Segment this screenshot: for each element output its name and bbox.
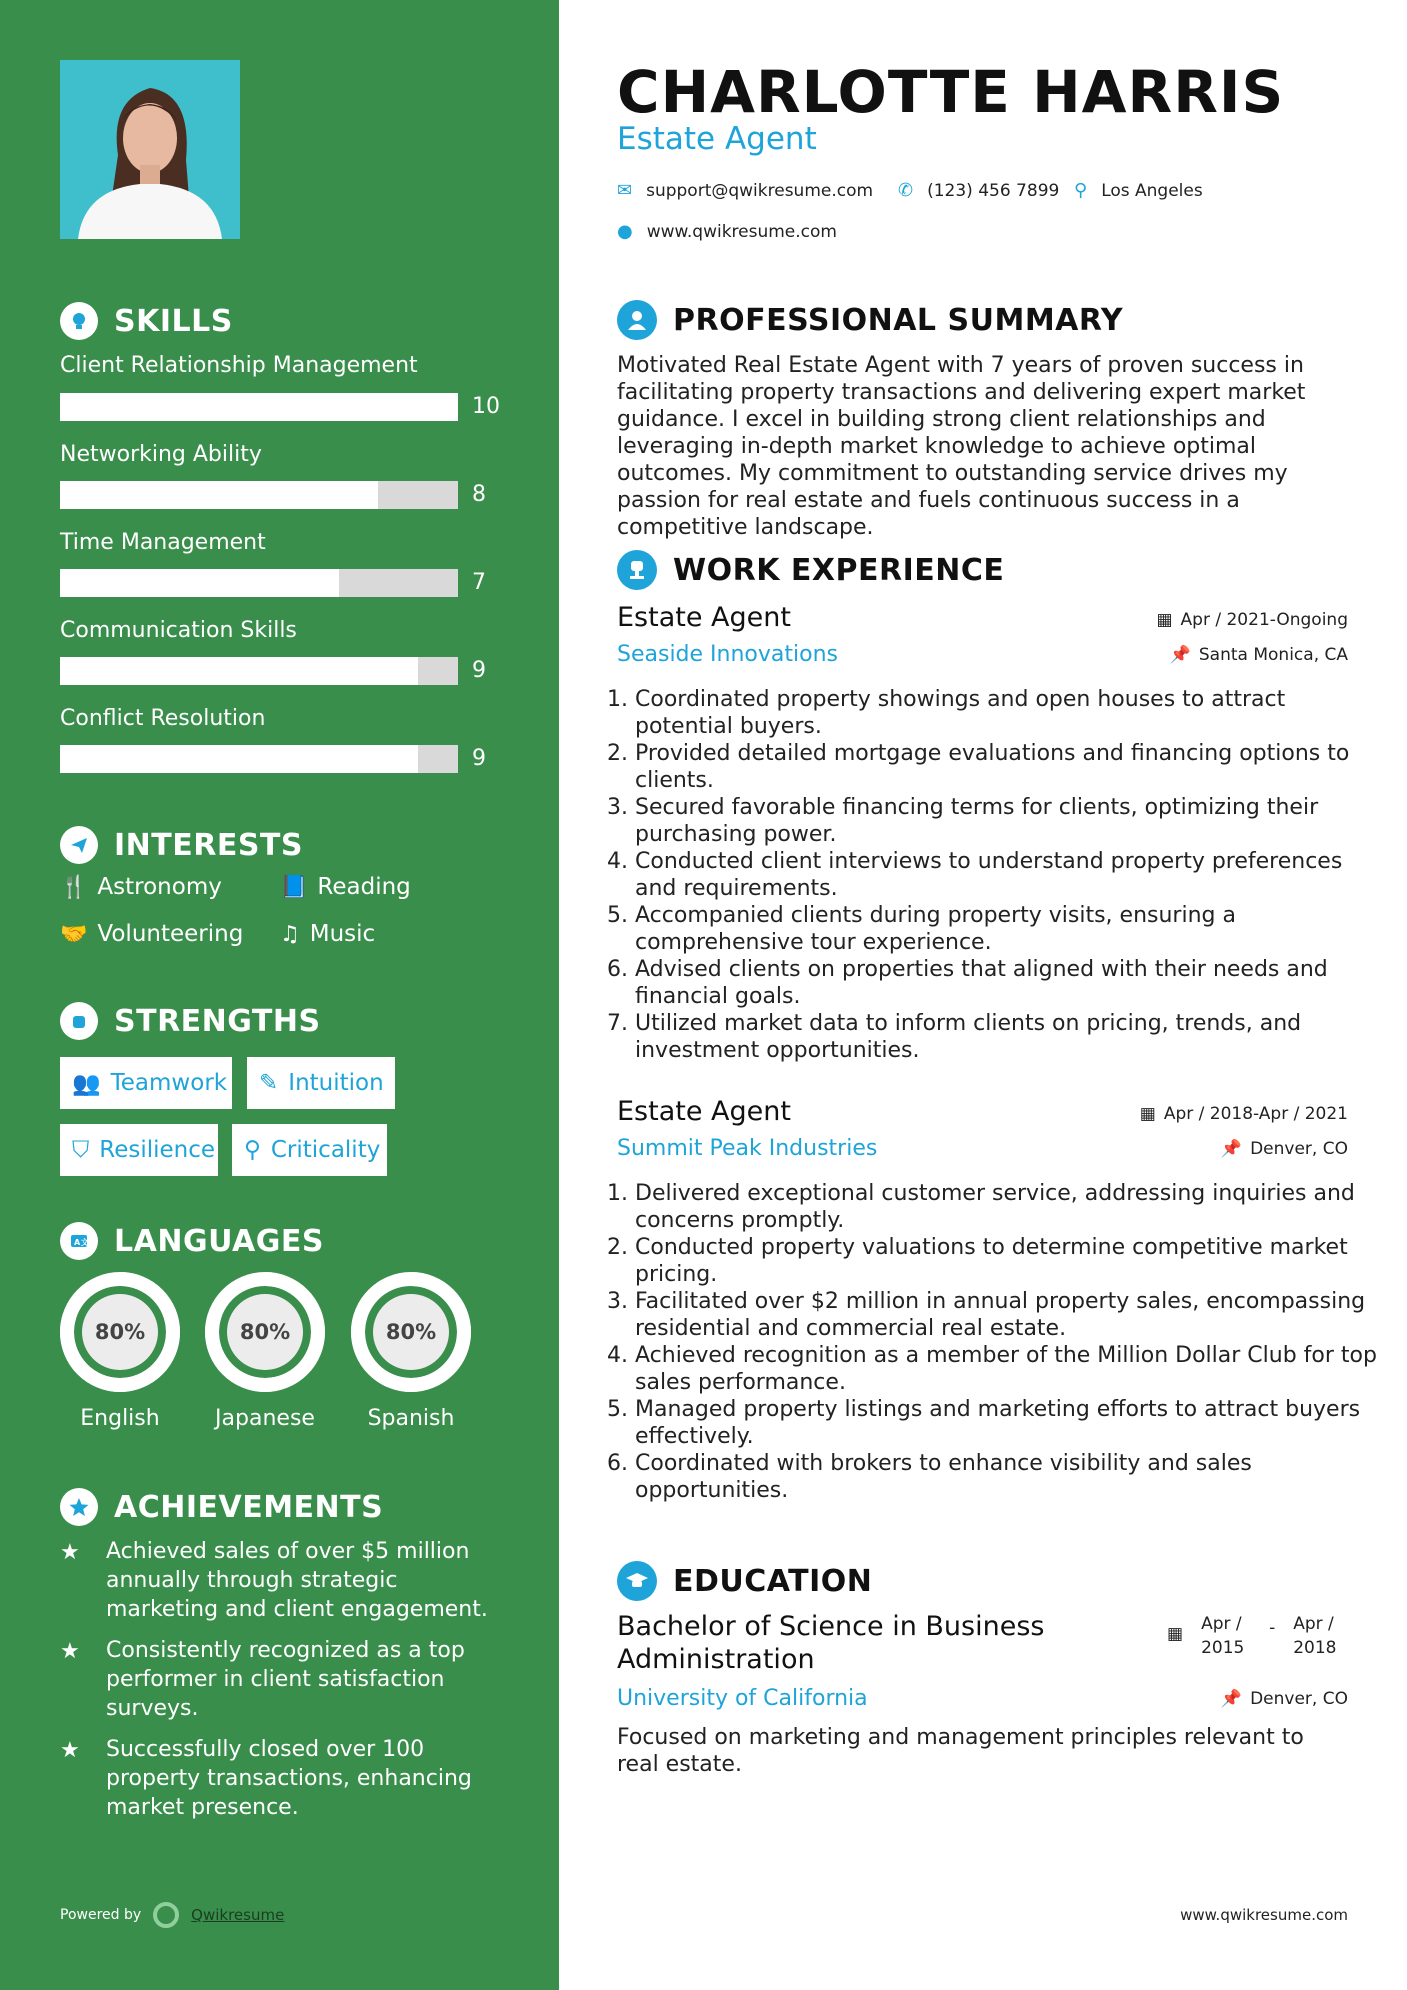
language-percent: 80% <box>82 1294 158 1370</box>
list-item: 2. Provided detailed mortgage evaluations and financing options to clients. <box>635 740 1385 794</box>
skill-bar-fill <box>60 569 339 597</box>
language-percent: 80% <box>227 1294 303 1370</box>
company-name: Summit Peak Industries <box>617 1136 878 1161</box>
pushpin-icon: 📌 <box>1220 1139 1243 1159</box>
svg-text:A文: A文 <box>74 1238 90 1247</box>
skill-name: Conflict Resolution <box>60 706 266 731</box>
calendar-icon: ▦ <box>1139 1104 1156 1124</box>
job-location: 📌 Denver, CO <box>1220 1139 1348 1159</box>
utensils-icon: 🍴 <box>60 874 88 900</box>
education-dates: ▦ Apr / 2015 - Apr / 2018 <box>1167 1614 1337 1658</box>
language-name: Spanish <box>367 1406 455 1431</box>
strength-chip: ✎ Intuition <box>247 1057 395 1109</box>
language-gauge <box>60 1272 180 1392</box>
contact-phone: ✆ (123) 456 7899 <box>898 180 1060 201</box>
education-location: 📌 Denver, CO <box>1220 1689 1348 1709</box>
sidebar <box>0 0 559 1990</box>
strength-chip: 👥 Teamwork <box>60 1057 232 1109</box>
language-gauge <box>351 1272 471 1392</box>
job-location: 📌 Santa Monica, CA <box>1169 645 1348 665</box>
skill-bar-fill <box>60 481 378 509</box>
skill-bar <box>60 745 458 773</box>
language-percent: 80% <box>373 1294 449 1370</box>
handshake-icon: 🤝 <box>60 921 88 947</box>
skill-bar-fill <box>60 657 418 685</box>
experience-heading: WORK EXPERIENCE <box>617 550 1004 590</box>
map-pin-icon: ⚲ <box>1074 180 1088 201</box>
list-item: 3. Facilitated over $2 million in annual property sales, encompassing residential and commercial real estate. <box>635 1288 1385 1342</box>
globe-icon: ● <box>617 221 633 242</box>
skill-name: Time Management <box>60 530 266 555</box>
strength-chip: ⛉ Resilience <box>60 1124 218 1176</box>
education-heading: EDUCATION <box>617 1561 872 1601</box>
skill-bar-fill <box>60 745 418 773</box>
contact-location: ⚲ Los Angeles <box>1074 180 1203 201</box>
fist-icon <box>60 1002 98 1040</box>
contact-email: ✉ support@qwikresume.com <box>617 180 874 201</box>
skill-name: Networking Ability <box>60 442 262 467</box>
graduation-cap-icon <box>617 1561 657 1601</box>
job-responsibilities <box>610 1180 1385 1504</box>
strength-chip: ⚲ Criticality <box>232 1124 387 1176</box>
achievement-item: ★ Achieved sales of over $5 million annually through strategic marketing and client engagement. <box>60 1539 488 1622</box>
language-name: English <box>80 1406 160 1431</box>
pushpin-icon: 📌 <box>1169 645 1191 665</box>
skill-value: 10 <box>472 394 500 419</box>
skill-value: 7 <box>472 570 486 595</box>
skill-bar <box>60 393 458 421</box>
list-item: 2. Conducted property valuations to determine competitive market pricing. <box>635 1234 1385 1288</box>
music-icon: ♫ <box>280 921 300 947</box>
language-name: Japanese <box>215 1406 315 1431</box>
achievement-item: ★ Consistently recognized as a top performer in client satisfaction surveys. <box>60 1638 465 1721</box>
skill-name: Communication Skills <box>60 618 297 643</box>
lightbulb-icon <box>60 302 98 340</box>
interest-item: ♫ Music <box>280 921 376 947</box>
skills-heading: SKILLS <box>60 302 233 340</box>
star-badge-icon <box>60 1488 98 1526</box>
book-icon: 📘 <box>280 874 308 900</box>
school-name: University of California <box>617 1686 868 1711</box>
achievements-heading: ACHIEVEMENTS <box>60 1488 383 1526</box>
user-icon <box>617 300 657 340</box>
interests-heading: INTERESTS <box>60 826 303 864</box>
magic-wand-icon: ✎ <box>259 1070 279 1096</box>
calendar-icon: ▦ <box>1167 1624 1184 1644</box>
footer-website[interactable]: www.qwikresume.com <box>1180 1906 1348 1924</box>
list-item: 7. Utilized market data to inform clients on pricing, trends, and investment opportunities. <box>635 1010 1385 1064</box>
skill-value: 8 <box>472 482 486 507</box>
candidate-name: CHARLOTTE HARRIS <box>617 58 1285 126</box>
powered-by: Powered by Qwikresume <box>60 1902 284 1928</box>
profile-photo <box>60 60 240 239</box>
shield-icon: ⛉ <box>72 1137 90 1163</box>
achievement-item: ★ Successfully closed over 100 property transactions, enhancing market presence. <box>60 1737 472 1820</box>
skill-bar-fill <box>60 393 458 421</box>
job-dates: ▦ Apr / 2018-Apr / 2021 <box>1139 1104 1348 1124</box>
list-item: 1. Coordinated property showings and open houses to attract potential buyers. <box>635 686 1385 740</box>
summary-heading: PROFESSIONAL SUMMARY <box>617 300 1123 340</box>
list-item: 3. Secured favorable financing terms for clients, optimizing their purchasing power. <box>635 794 1385 848</box>
skill-bar <box>60 657 458 685</box>
education-description: Focused on marketing and management principles relevant to real estate. <box>617 1725 1304 1777</box>
person-avatar-icon <box>60 60 240 239</box>
shooting-star-icon: ★ <box>60 1738 80 1763</box>
job-dates: ▦ Apr / 2021-Ongoing <box>1156 610 1348 630</box>
job-title: Estate Agent <box>617 1096 791 1127</box>
interest-item: 🤝 Volunteering <box>60 921 244 947</box>
translate-icon <box>60 1222 98 1260</box>
job-responsibilities <box>610 686 1385 1064</box>
list-item: 4. Achieved recognition as a member of the Million Dollar Club for top sales performance. <box>635 1342 1385 1396</box>
calendar-icon: ▦ <box>1156 610 1173 630</box>
skill-value: 9 <box>472 746 486 771</box>
company-name: Seaside Innovations <box>617 642 838 667</box>
list-item: 4. Conducted client interviews to understand property preferences and requirements. <box>635 848 1385 902</box>
languages-heading: A文 LANGUAGES <box>60 1222 324 1260</box>
list-item: 1. Delivered exceptional customer service, addressing inquiries and concerns promptly. <box>635 1180 1385 1234</box>
candidate-role: Estate Agent <box>617 121 817 157</box>
search-icon: ⚲ <box>244 1137 261 1163</box>
office-chair-icon <box>617 550 657 590</box>
shooting-star-icon: ★ <box>60 1639 80 1664</box>
strengths-heading: STRENGTHS <box>60 1002 321 1040</box>
shooting-star-icon: ★ <box>60 1540 80 1565</box>
interest-item: 🍴 Astronomy <box>60 874 222 900</box>
phone-icon: ✆ <box>898 180 914 201</box>
job-title: Estate Agent <box>617 602 791 633</box>
users-icon: 👥 <box>72 1070 101 1097</box>
summary-text: Motivated Real Estate Agent with 7 years of proven success in facilitating property transactions and delivering expert market guidance. I excel in building strong client relationships and leveraging in-depth market knowledge to achieve optimal outcomes. My commitment to outstanding service drives my passion for real estate and fuels continuous success in a competitive landscape. <box>617 353 1306 540</box>
interest-item: 📘 Reading <box>280 874 411 900</box>
list-item: 5. Accompanied clients during property visits, ensuring a comprehensive tour experience. <box>635 902 1385 956</box>
skill-name: Client Relationship Management <box>60 353 418 378</box>
skill-bar <box>60 481 458 509</box>
degree-title: Bachelor of Science in Business Administration <box>617 1611 1045 1675</box>
qwikresume-logo-icon <box>153 1902 179 1928</box>
brand-link[interactable]: Qwikresume <box>191 1906 285 1924</box>
envelope-icon: ✉ <box>617 180 633 201</box>
skill-value: 9 <box>472 658 486 683</box>
list-item: 5. Managed property listings and marketing efforts to attract buyers effectively. <box>635 1396 1385 1450</box>
list-item: 6. Coordinated with brokers to enhance visibility and sales opportunities. <box>635 1450 1385 1504</box>
paper-plane-icon <box>60 826 98 864</box>
contact-website: ● www.qwikresume.com <box>617 221 837 242</box>
skill-bar <box>60 569 458 597</box>
list-item: 6. Advised clients on properties that aligned with their needs and financial goals. <box>635 956 1385 1010</box>
language-gauge <box>205 1272 325 1392</box>
pushpin-icon: 📌 <box>1220 1689 1243 1709</box>
